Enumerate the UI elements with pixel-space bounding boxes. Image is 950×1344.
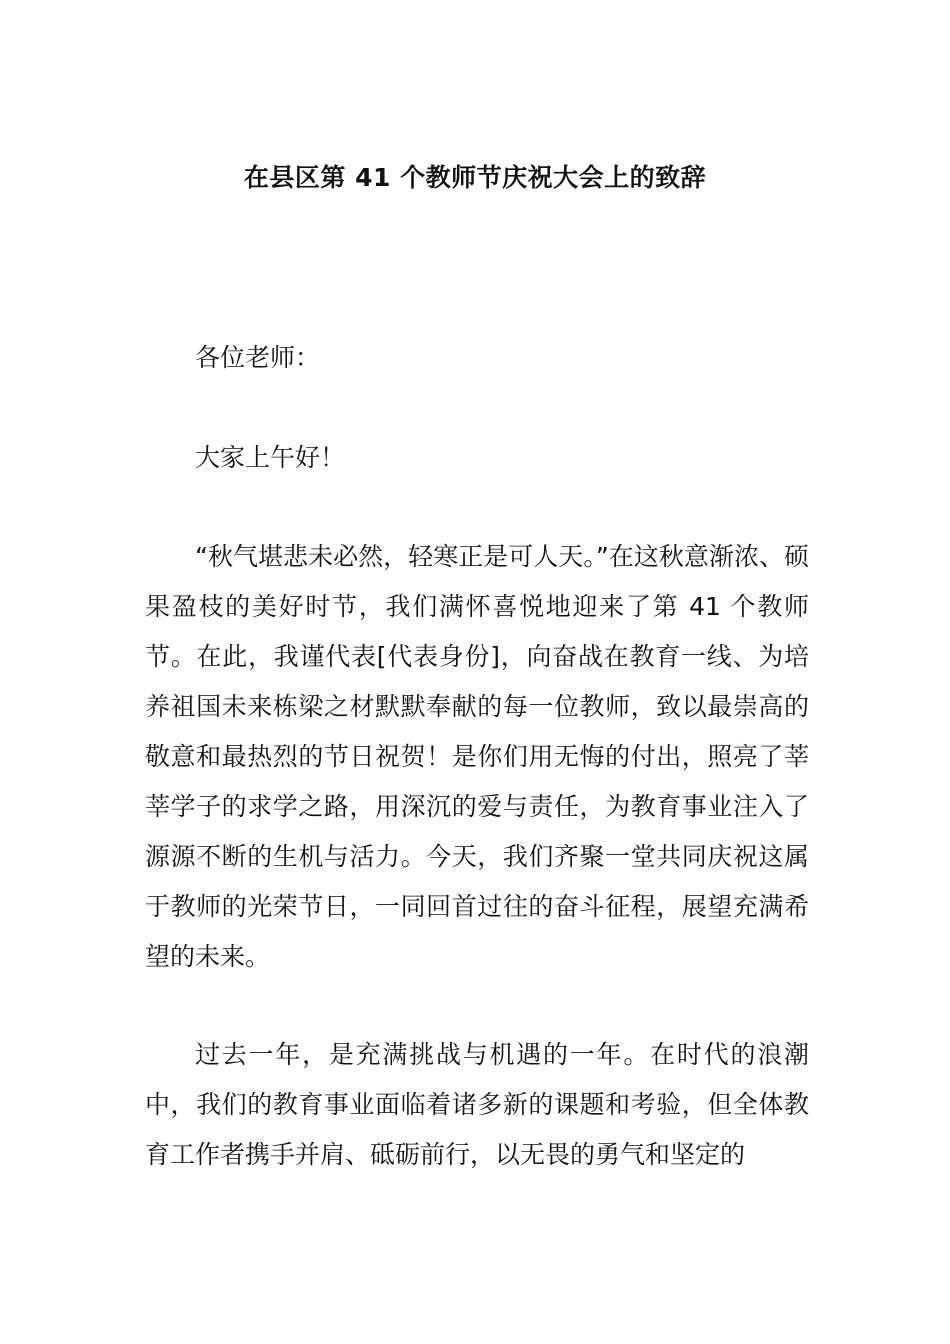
greeting-text: 大家上午好！	[195, 443, 346, 472]
paragraph-1	[145, 532, 809, 982]
salutation-text: 各位老师：	[195, 343, 321, 372]
paragraph-1-text: “秋气堪悲未必然，轻寒正是可人天。”在这秋意渐浓、硕果盈枝的美好时节，我们满怀喜悦地迎来了第 41 个教师节。在此，我谨代表[代表身份]，向奋战在教育一线、为培养祖国未来栋梁之材默默奉献的每一位教师，致以最崇高的敬意和最热烈的节日祝贺！是你们用无悔的付出，照亮了莘莘学子的求学之路，用深沉的爱与责任，为教育事业注入了源源不断的生机与活力。今天，我们齐聚一堂共同庆祝这属于教师的光荣节日，一同回首过往的奋斗征程，展望充满希望的未来。	[145, 542, 809, 971]
paragraph-2-text: 过去一年，是充满挑战与机遇的一年。在时代的浪潮中，我们的教育事业面临着诸多新的课题和考验，但全体教育工作者携手并肩、砥砺前行，以无畏的勇气和坚定的	[145, 1040, 809, 1169]
document-title: 在县区第 41 个教师节庆祝大会上的致辞	[243, 163, 707, 192]
greeting	[145, 433, 809, 483]
salutation	[145, 333, 809, 383]
paragraph-2	[145, 1030, 809, 1180]
